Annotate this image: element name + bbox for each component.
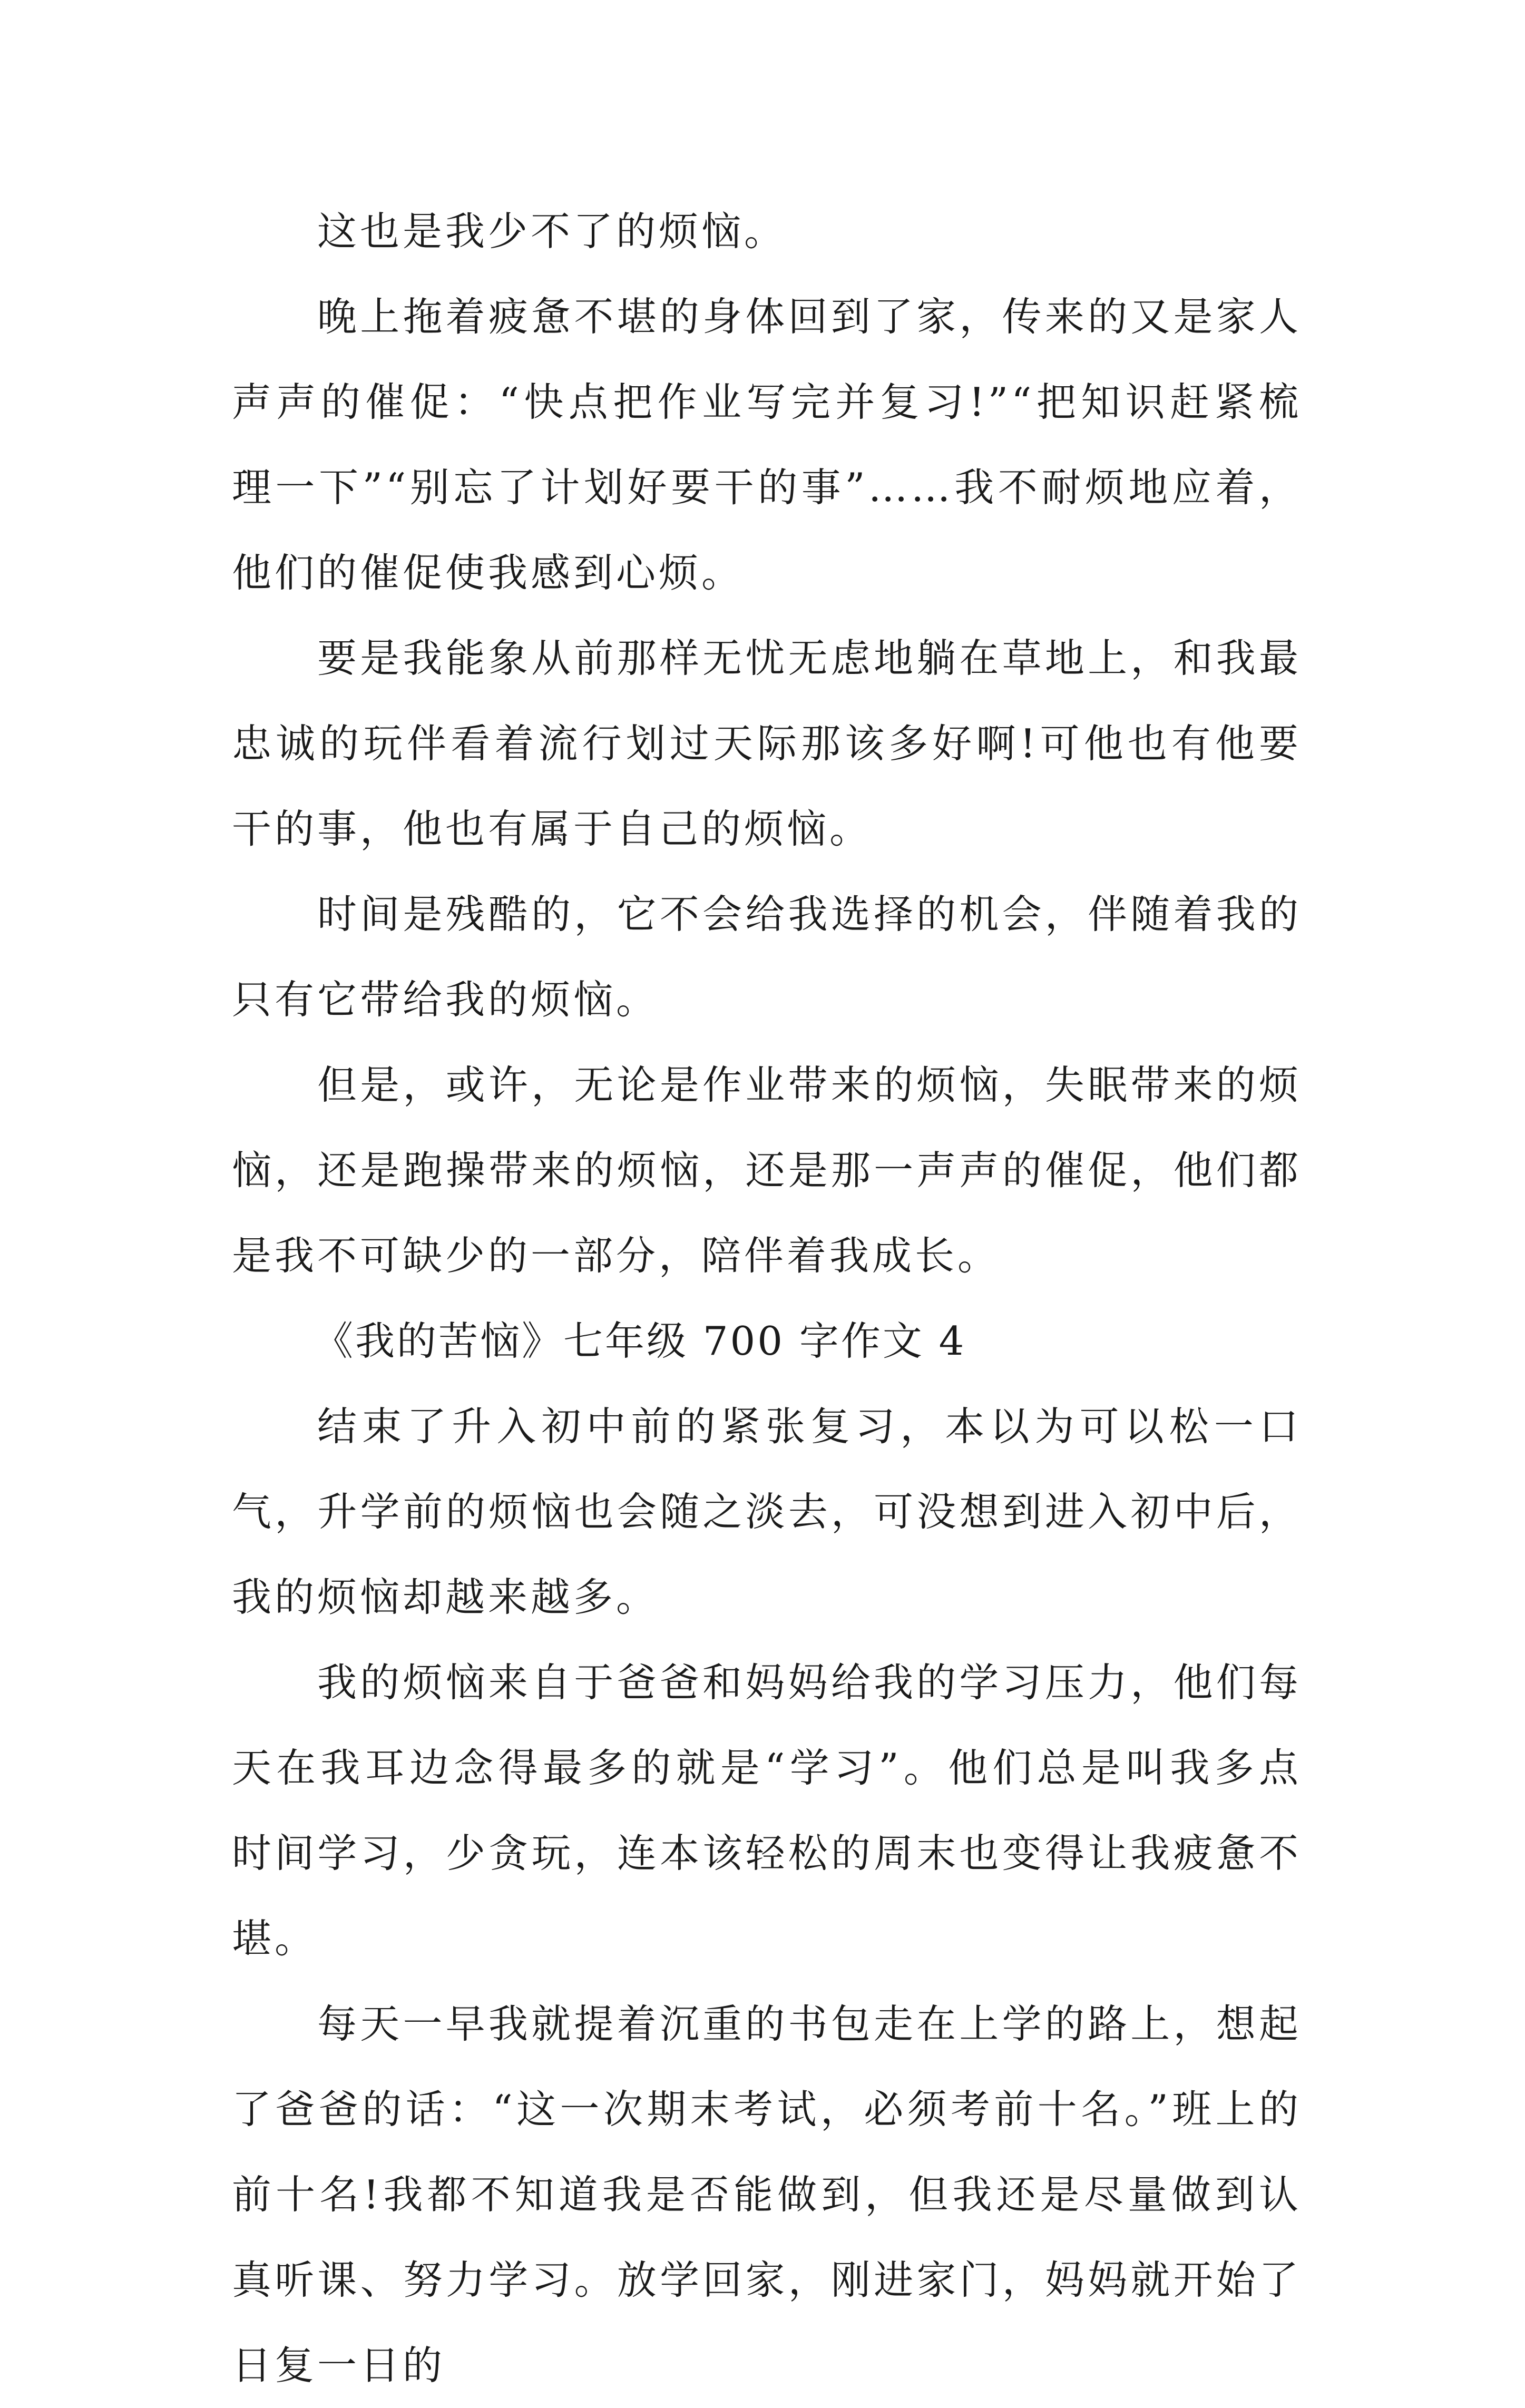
- paragraph: 但是，或许，无论是作业带来的烦恼，失眠带来的烦恼，还是跑操带来的烦恼，还是那一声声的催促，他们都是我不可缺少的一部分，陪伴着我成长。: [232, 1062, 1302, 1279]
- paragraph: 晚上拖着疲惫不堪的身体回到了家，传来的又是家人声声的催促：“快点把作业写完并复习!”“把知识赶紧梳理一下”“别忘了计划好要干的事”……我不耐烦地应着，他们的催促使我感到心烦。: [232, 293, 1302, 596]
- paragraph: 这也是我少不了的烦恼。: [317, 208, 787, 254]
- paragraph: 每天一早我就提着沉重的书包走在上学的路上，想起了爸爸的话：“这一次期末考试，必须考前十名。”班上的前十名!我都不知道我是否能做到，但我还是尽量做到认真听课、努力学习。放学回家，刚进家门，妈妈就开始了日复一日的: [232, 2001, 1302, 2389]
- paragraph: 要是我能象从前那样无忧无虑地躺在草地上，和我最忠诚的玩伴看着流行划过天际那该多好啊!可他也有他要干的事，他也有属于自己的烦恼。: [232, 635, 1302, 852]
- essay-heading: 《我的苦恼》七年级 700 字作文 4: [314, 1318, 966, 1364]
- document-body: [232, 189, 1302, 2408]
- paragraph: 时间是残酷的，它不会给我选择的机会，伴随着我的只有它带给我的烦恼。: [232, 891, 1302, 1023]
- paragraph: 我的烦恼来自于爸爸和妈妈给我的学习压力，他们每天在我耳边念得最多的就是“学习”。他们总是叫我多点时间学习，少贪玩，连本该轻松的周末也变得让我疲惫不堪。: [232, 1659, 1302, 1962]
- paragraph: 结束了升入初中前的紧张复习，本以为可以松一口气，升学前的烦恼也会随之淡去，可没想到进入初中后，我的烦恼却越来越多。: [232, 1403, 1302, 1620]
